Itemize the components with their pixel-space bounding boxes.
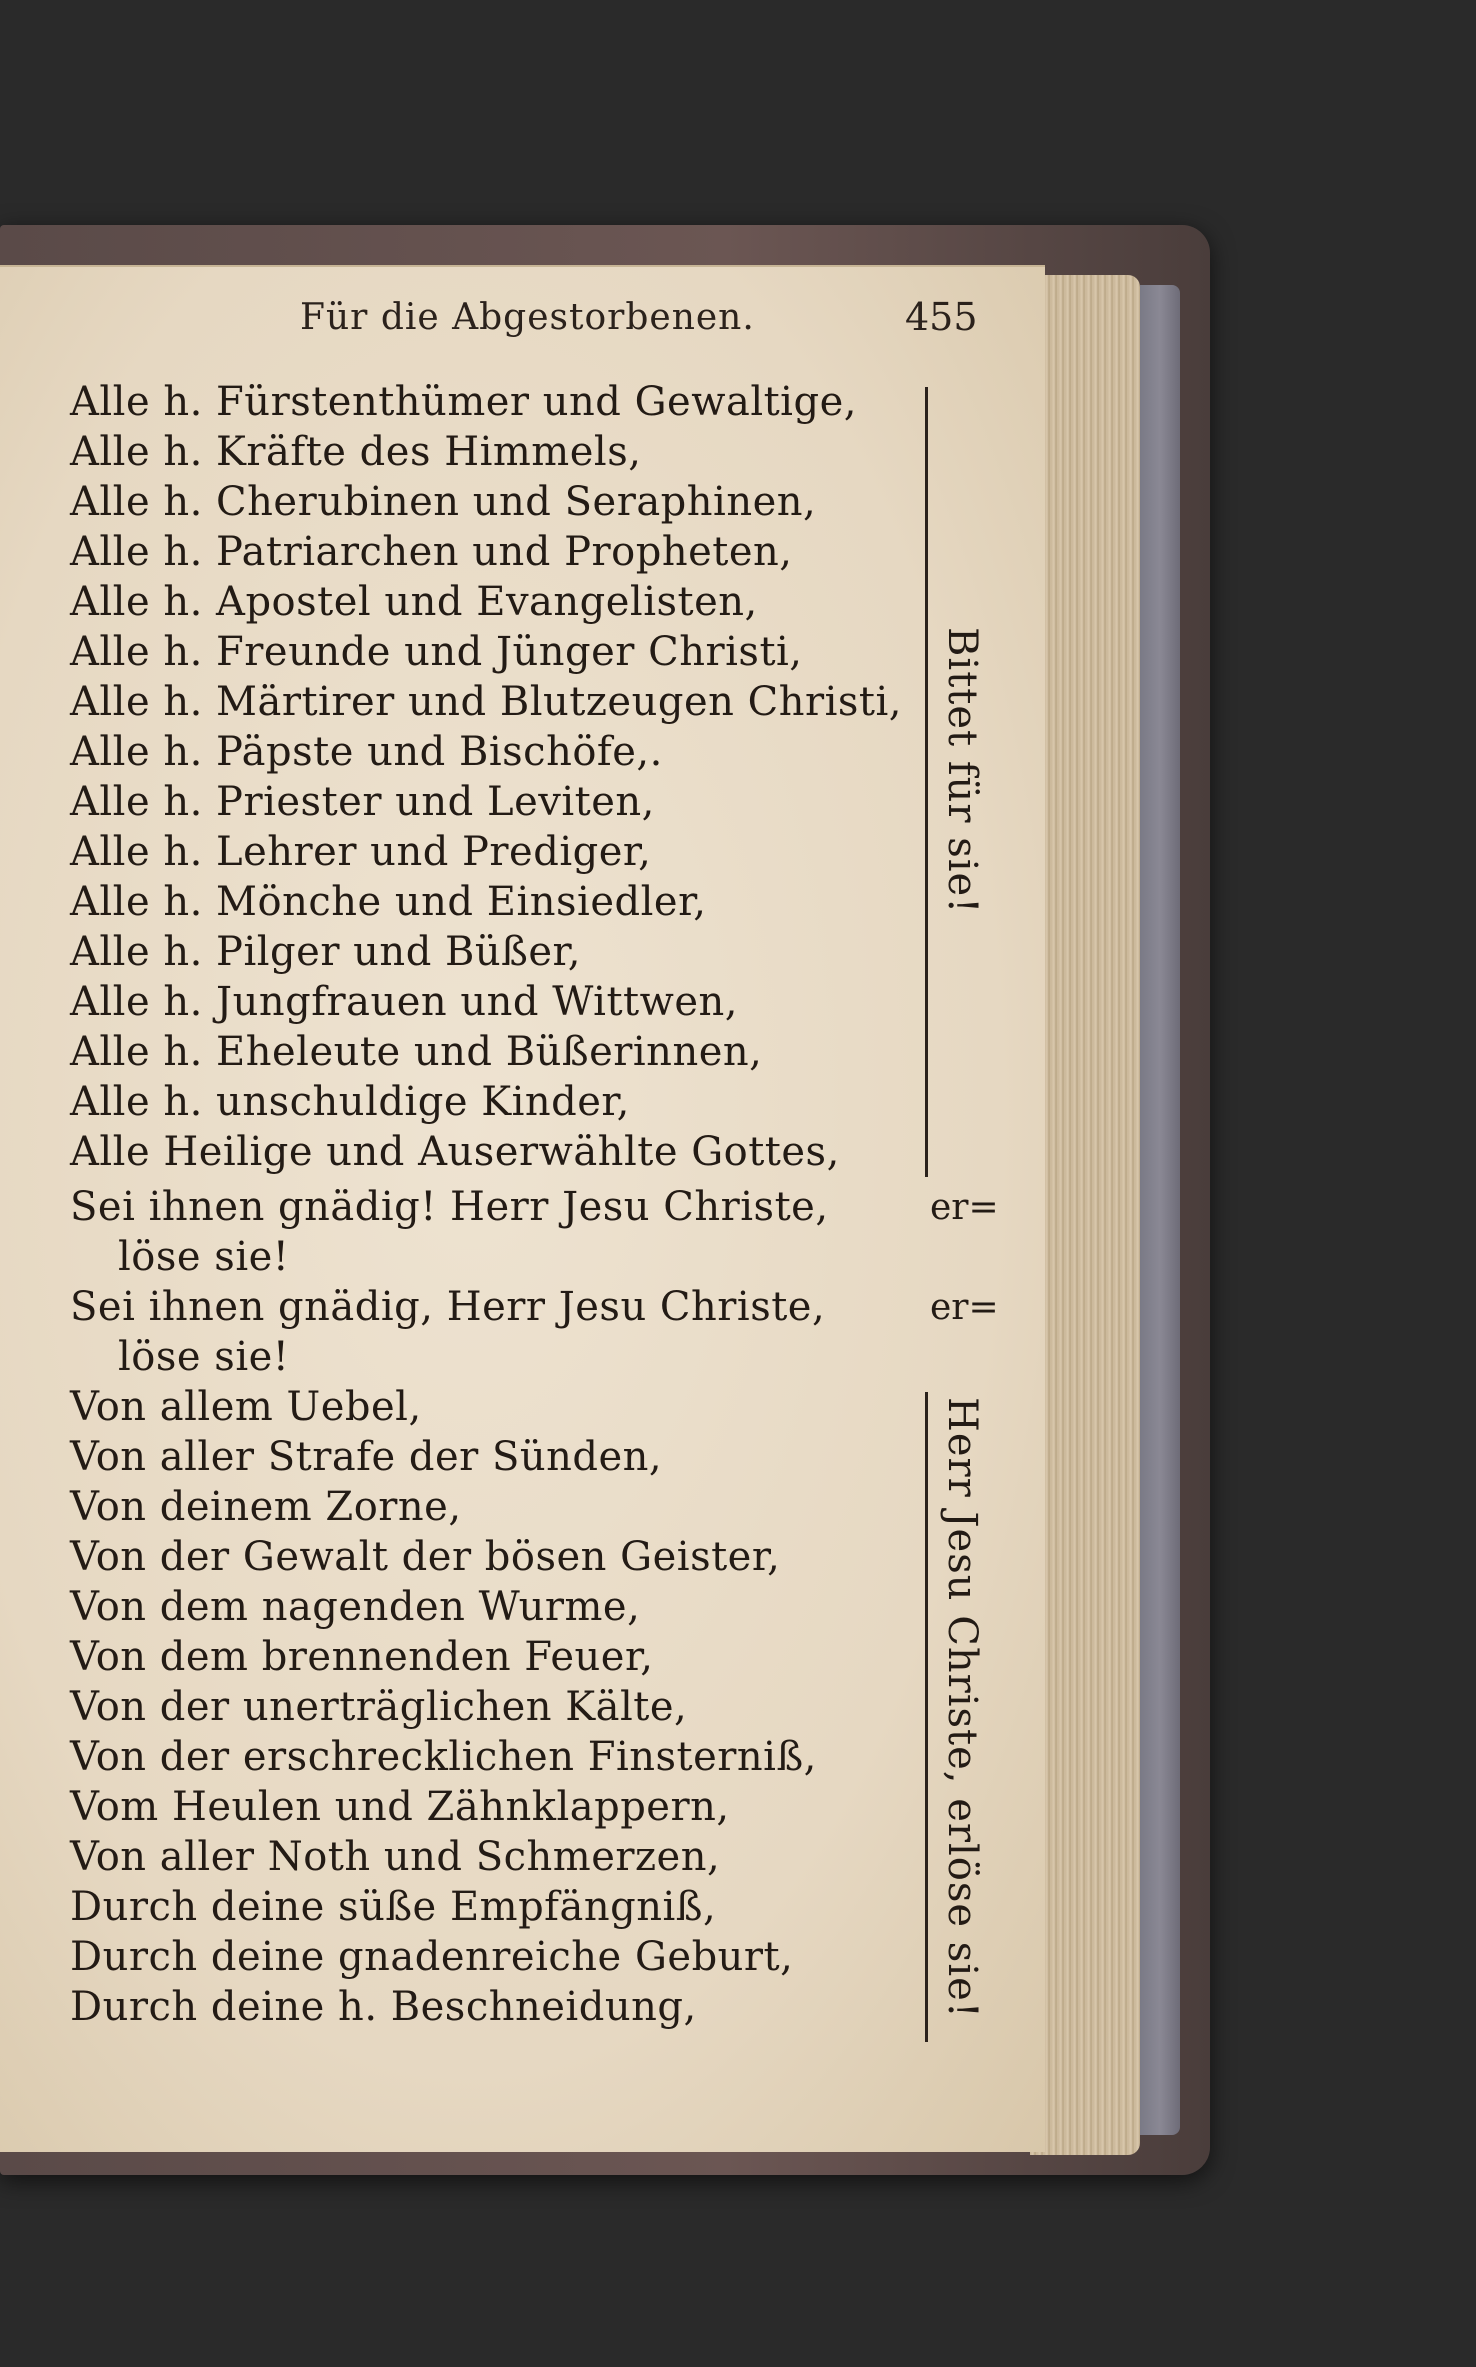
litany-line: Alle h. Jungfrauen und Wittwen,: [70, 979, 738, 1025]
book-page: [0, 265, 1045, 2152]
page-header: [0, 289, 1000, 349]
litany-line: Alle h. Mönche und Einsiedler,: [70, 879, 707, 925]
litany-line: Von allem Uebel,: [70, 1384, 422, 1430]
litany-line: Alle h. Kräfte des Himmels,: [70, 429, 642, 475]
litany-line: Alle h. Eheleute und Büßerinnen,: [70, 1029, 763, 1075]
invocation-line: Sei ihnen gnädig, Herr Jesu Christe,: [70, 1284, 826, 1330]
litany-line: Alle h. Pilger und Büßer,: [70, 929, 581, 975]
invocation-continuation: löse sie!: [118, 1234, 290, 1280]
litany-line: Von dem brennenden Feuer,: [70, 1634, 654, 1680]
litany-line: Alle h. Priester und Leviten,: [70, 779, 655, 825]
litany-line: Alle h. Lehrer und Prediger,: [70, 829, 652, 875]
litany-line: Vom Heulen und Zähnklappern,: [70, 1784, 730, 1830]
response-bittet: Bittet für sie!: [939, 627, 985, 915]
response-brace: [925, 387, 928, 1177]
litany-line: Von der unerträglichen Kälte,: [70, 1684, 688, 1730]
page-number: 455: [905, 295, 978, 339]
litany-line: Von dem nagenden Wurme,: [70, 1584, 641, 1630]
litany-line: Von der Gewalt der bösen Geister,: [70, 1534, 781, 1580]
litany-line: Von aller Noth und Schmerzen,: [70, 1834, 721, 1880]
invocation-suffix: er=: [930, 1287, 999, 1328]
litany-line: Durch deine gnadenreiche Geburt,: [70, 1934, 794, 1980]
litany-line: Alle h. Cherubinen und Seraphinen,: [70, 479, 817, 525]
litany-line: Alle Heilige und Auserwählte Gottes,: [70, 1129, 840, 1175]
litany-line: Von aller Strafe der Sünden,: [70, 1434, 663, 1480]
invocation-continuation: löse sie!: [118, 1334, 290, 1380]
litany-line: Alle h. Freunde und Jünger Christi,: [70, 629, 803, 675]
page-edges: [1030, 275, 1140, 2155]
litany-line: Durch deine süße Empfängniß,: [70, 1884, 717, 1930]
litany-line: Alle h. Fürstenthümer und Gewaltige,: [70, 379, 857, 425]
litany-line: Alle h. Märtirer und Blutzeugen Christi,: [70, 679, 902, 725]
response-brace: [925, 1392, 928, 2042]
litany-line: Alle h. Päpste und Bischöfe,.: [70, 729, 663, 775]
litany-line: Alle h. Apostel und Evangelisten,: [70, 579, 758, 625]
invocation-suffix: er=: [930, 1187, 999, 1228]
litany-line: Alle h. Patriarchen und Propheten,: [70, 529, 793, 575]
running-title: Für die Abgestorbenen.: [300, 297, 755, 338]
response-herr-jesu: Herr Jesu Christe, erlöse sie!: [939, 1397, 985, 2019]
litany-line: Alle h. unschuldige Kinder,: [70, 1079, 630, 1125]
invocation-line: Sei ihnen gnädig! Herr Jesu Christe,: [70, 1184, 829, 1230]
litany-line: Von deinem Zorne,: [70, 1484, 462, 1530]
litany-line: Von der erschrecklichen Finsterniß,: [70, 1734, 817, 1780]
back-board-edge: [1140, 285, 1180, 2135]
litany-line: Durch deine h. Beschneidung,: [70, 1984, 697, 2030]
